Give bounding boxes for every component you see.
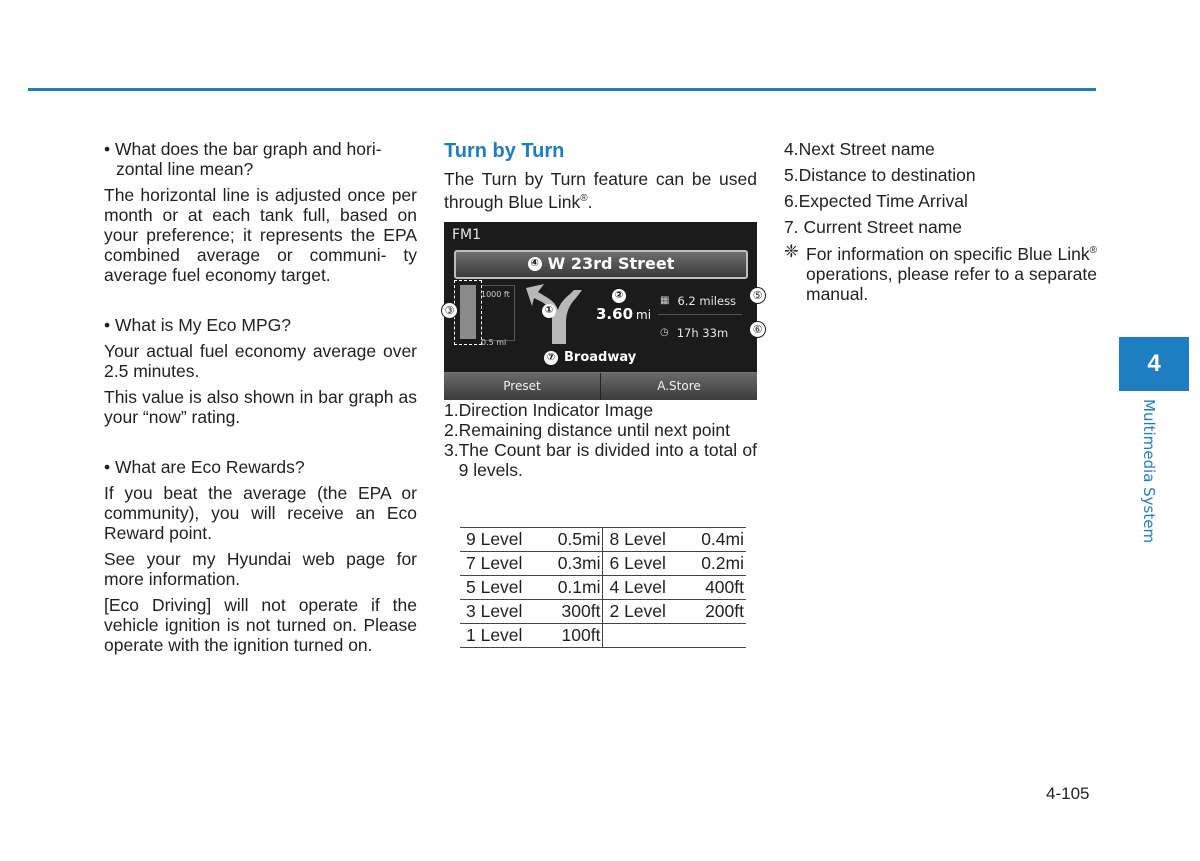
table-cell: 4 Level xyxy=(603,576,687,600)
answer-eco-mpg: Your actual fuel economy average over 2.5 minutes. xyxy=(104,341,417,381)
table-cell: 0.2mi xyxy=(687,552,746,576)
table-cell: 0.3mi xyxy=(543,552,603,576)
table-cell: 8 Level xyxy=(603,528,687,552)
answer-horizontal-line: The horizontal line is adjusted once per month or at each tank full, based on your preference; it represents the EPA combined average or communi- ty average fuel economy target. xyxy=(104,185,417,285)
table-cell: 400ft xyxy=(687,576,746,600)
list-item-7: 7. Current Street name xyxy=(784,217,962,237)
answer-now-rating: This value is also shown in bar graph as your “now” rating. xyxy=(104,387,417,427)
callout-7-marker: ⑦ xyxy=(544,351,558,365)
count-bar-frame xyxy=(454,280,482,345)
band-label: FM1 xyxy=(452,226,482,243)
table-cell: 7 Level xyxy=(460,552,543,576)
table-cell: 3 Level xyxy=(460,600,543,624)
table-cell: 1 Level xyxy=(460,624,543,648)
callout-6: ⑥ xyxy=(749,321,766,338)
screen-button-bar xyxy=(444,372,757,400)
section-heading: Turn by Turn xyxy=(444,140,565,162)
navigation-screen-figure xyxy=(444,222,757,400)
table-row xyxy=(460,528,746,552)
list-item-5: 5.Distance to destination xyxy=(784,165,976,185)
table-cell xyxy=(687,624,746,648)
preset-button[interactable]: Preset xyxy=(444,373,600,400)
table-row xyxy=(460,576,746,600)
table-cell: 100ft xyxy=(543,624,603,648)
table-cell: 0.4mi xyxy=(687,528,746,552)
list-item-2: 2. Remaining distance until next point xyxy=(444,419,731,440)
right-column xyxy=(784,139,1097,304)
middle-column xyxy=(444,139,757,480)
callout-1-marker: ① xyxy=(542,304,556,318)
table-cell: 5 Level xyxy=(460,576,543,600)
table-cell: 0.5mi xyxy=(543,528,603,552)
table-cell: 6 Level xyxy=(603,552,687,576)
left-column xyxy=(104,139,417,655)
table-cell: 200ft xyxy=(687,600,746,624)
table-cell: 300ft xyxy=(543,600,603,624)
scale-bottom-label: 0.5 mi xyxy=(481,337,507,347)
count-level-table xyxy=(460,527,746,648)
checkered-flag-icon: ▦ xyxy=(660,294,670,306)
table-row xyxy=(460,600,746,624)
question-bar-graph: • What does the bar graph and hori- zontal line mean? xyxy=(104,139,382,179)
table-row xyxy=(460,552,746,576)
clock-icon: ◷ xyxy=(660,326,669,338)
page-number: 4-105 xyxy=(1046,784,1090,803)
count-bar xyxy=(460,285,476,339)
table-cell: 0.1mi xyxy=(543,576,603,600)
info-divider xyxy=(658,314,742,315)
chapter-title: Multimedia System xyxy=(1140,399,1158,544)
estimated-arrival: ◷ 17h 33m xyxy=(660,323,728,343)
list-item-3: 3. The Count bar is divided into a total of 9 levels. xyxy=(444,439,757,480)
chapter-tab: 4 xyxy=(1119,337,1189,391)
callout-3: ③ xyxy=(441,302,458,319)
scale-top-label: 1000 ft xyxy=(481,289,510,299)
list-item-4: 4.Next Street name xyxy=(784,139,935,159)
question-eco-rewards: • What are Eco Rewards? xyxy=(104,457,305,477)
answer-eco-driving: [Eco Driving] will not operate if the vehicle ignition is not turned on. Please operate with the ignition turned on. xyxy=(104,595,417,655)
next-street-banner xyxy=(454,250,748,279)
turn-by-turn-intro: The Turn by Turn feature can be used through Blue Link®. xyxy=(444,169,757,212)
table-cell xyxy=(603,624,687,648)
answer-web-page: See your my Hyundai web page for more information. xyxy=(104,549,417,589)
callout-5: ⑤ xyxy=(749,287,766,304)
question-my-eco-mpg: • What is My Eco MPG? xyxy=(104,315,291,335)
current-street: ⑦ Broadway xyxy=(544,348,636,368)
table-cell: 9 Level xyxy=(460,528,543,552)
callout-2-marker: ② xyxy=(612,289,626,303)
astore-button[interactable]: A.Store xyxy=(600,373,757,400)
header-rule xyxy=(28,88,1096,91)
table-row xyxy=(460,624,746,648)
remaining-distance: 3.60 mi xyxy=(596,304,652,323)
note-mark: ❈ xyxy=(784,241,799,261)
answer-eco-reward: If you beat the average (the EPA or community), you will receive an Eco Reward point. xyxy=(104,483,417,543)
list-item-6: 6.Expected Time Arrival xyxy=(784,191,968,211)
callout-4-marker: ④ xyxy=(528,257,542,271)
list-item-1: 1. Direction Indicator Image xyxy=(444,399,654,420)
table-cell: 2 Level xyxy=(603,600,687,624)
distance-to-destination: ▦ 6.2 miless xyxy=(660,291,736,311)
blue-link-note: ❈ For information on specific Blue Link® operations, please refer to a separate manual. xyxy=(784,241,1097,304)
next-street-name: W 23rd Street xyxy=(547,254,675,274)
